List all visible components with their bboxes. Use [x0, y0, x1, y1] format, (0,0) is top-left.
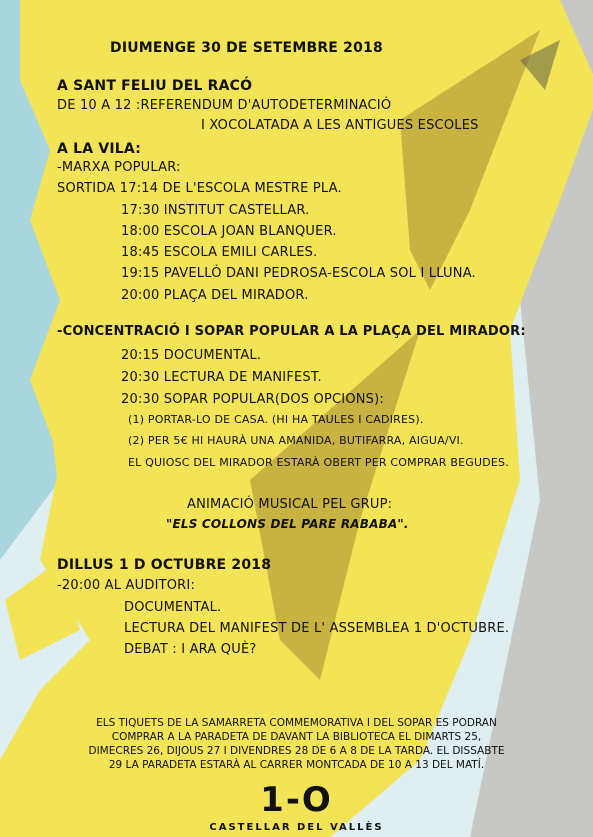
event-date-heading: DIUMENGE 30 DE SETEMBRE 2018 [110, 40, 383, 56]
program-item: 20:30 SOPAR POPULAR(DOS OPCIONS): [121, 392, 384, 407]
route-stop: 18:45 ESCOLA EMILI CARLES. [121, 245, 318, 260]
quiosc-note: EL QUIOSC DEL MIRADOR ESTARÀ OBERT PER COMPRAR BEGUDES. [128, 456, 509, 469]
tickets-line: 29 LA PARADETA ESTARÀ AL CARRER MONTCADA DE 10 A 13 DEL MATÍ. [108, 759, 485, 771]
route-stop: 17:30 INSTITUT CASTELLAR. [121, 203, 310, 218]
route-stop: SORTIDA 17:14 DE L'ESCOLA MESTRE PLA. [57, 181, 342, 196]
route-stop: 19:15 PAVELLÓ DANI PEDROSA-ESCOLA SOL I LLUNA. [121, 266, 476, 281]
animacio-label: ANIMACIÓ MUSICAL PEL GRUP: [187, 497, 393, 512]
tickets-notice [20, 716, 573, 772]
dinner-option: (2) PER 5€ HI HAURÀ UNA AMANIDA, BUTIFARRA, AIGUA/VI. [128, 434, 464, 447]
sant-feliu-title: A SANT FELIU DEL RACÓ [57, 78, 253, 94]
sant-feliu-line-2: I XOCOLATADA A LES ANTIGUES ESCOLES [201, 118, 479, 133]
program-item: 20:15 DOCUMENTAL. [121, 348, 262, 363]
auditori-label: -20:00 AL AUDITORI: [57, 578, 196, 593]
sant-feliu-line-1: DE 10 A 12 :REFERENDUM D'AUTODETERMINACIÓ [57, 98, 392, 113]
route-stop: 20:00 PLAÇA DEL MIRADOR. [121, 288, 309, 303]
logo-place: CASTELLAR DEL VALLÈS [209, 822, 384, 833]
dilluns-title: DILLUS 1 D OCTUBRE 2018 [57, 557, 272, 573]
auditori-item: DOCUMENTAL. [124, 600, 222, 615]
auditori-item: LECTURA DEL MANIFEST DE L' ASSEMBLEA 1 D'OCTUBRE. [124, 621, 510, 636]
tickets-line: COMPRAR A LA PARADETA DE DAVANT LA BIBLIOTECA EL DIMARTS 25, [111, 731, 482, 743]
program-item: 20:30 LECTURA DE MANIFEST. [121, 370, 322, 385]
tickets-line: ELS TIQUETS DE LA SAMARRETA COMMEMORATIVA I DEL SOPAR ES PODRAN [96, 717, 497, 729]
band-name: "ELS COLLONS DEL PARE RABABA". [166, 517, 409, 531]
marxa-title: -MARXA POPULAR: [57, 160, 181, 175]
route-stop: 18:00 ESCOLA JOAN BLANQUER. [121, 224, 337, 239]
one-o-logo: 1-O [260, 780, 333, 820]
tickets-line: DIMECRES 26, DIJOUS 27 I DIVENDRES 28 DE 6 A 8 DE LA TARDA. EL DISSABTE [88, 745, 505, 757]
concentracio-title: -CONCENTRACIÓ I SOPAR POPULAR A LA PLAÇA DEL MIRADOR: [57, 324, 526, 339]
vila-title: A LA VILA: [57, 141, 141, 157]
auditori-item: DEBAT : I ARA QUÈ? [124, 642, 257, 657]
dinner-option: (1) PORTAR-LO DE CASA. (HI HA TAULES I CADIRES). [128, 413, 424, 426]
